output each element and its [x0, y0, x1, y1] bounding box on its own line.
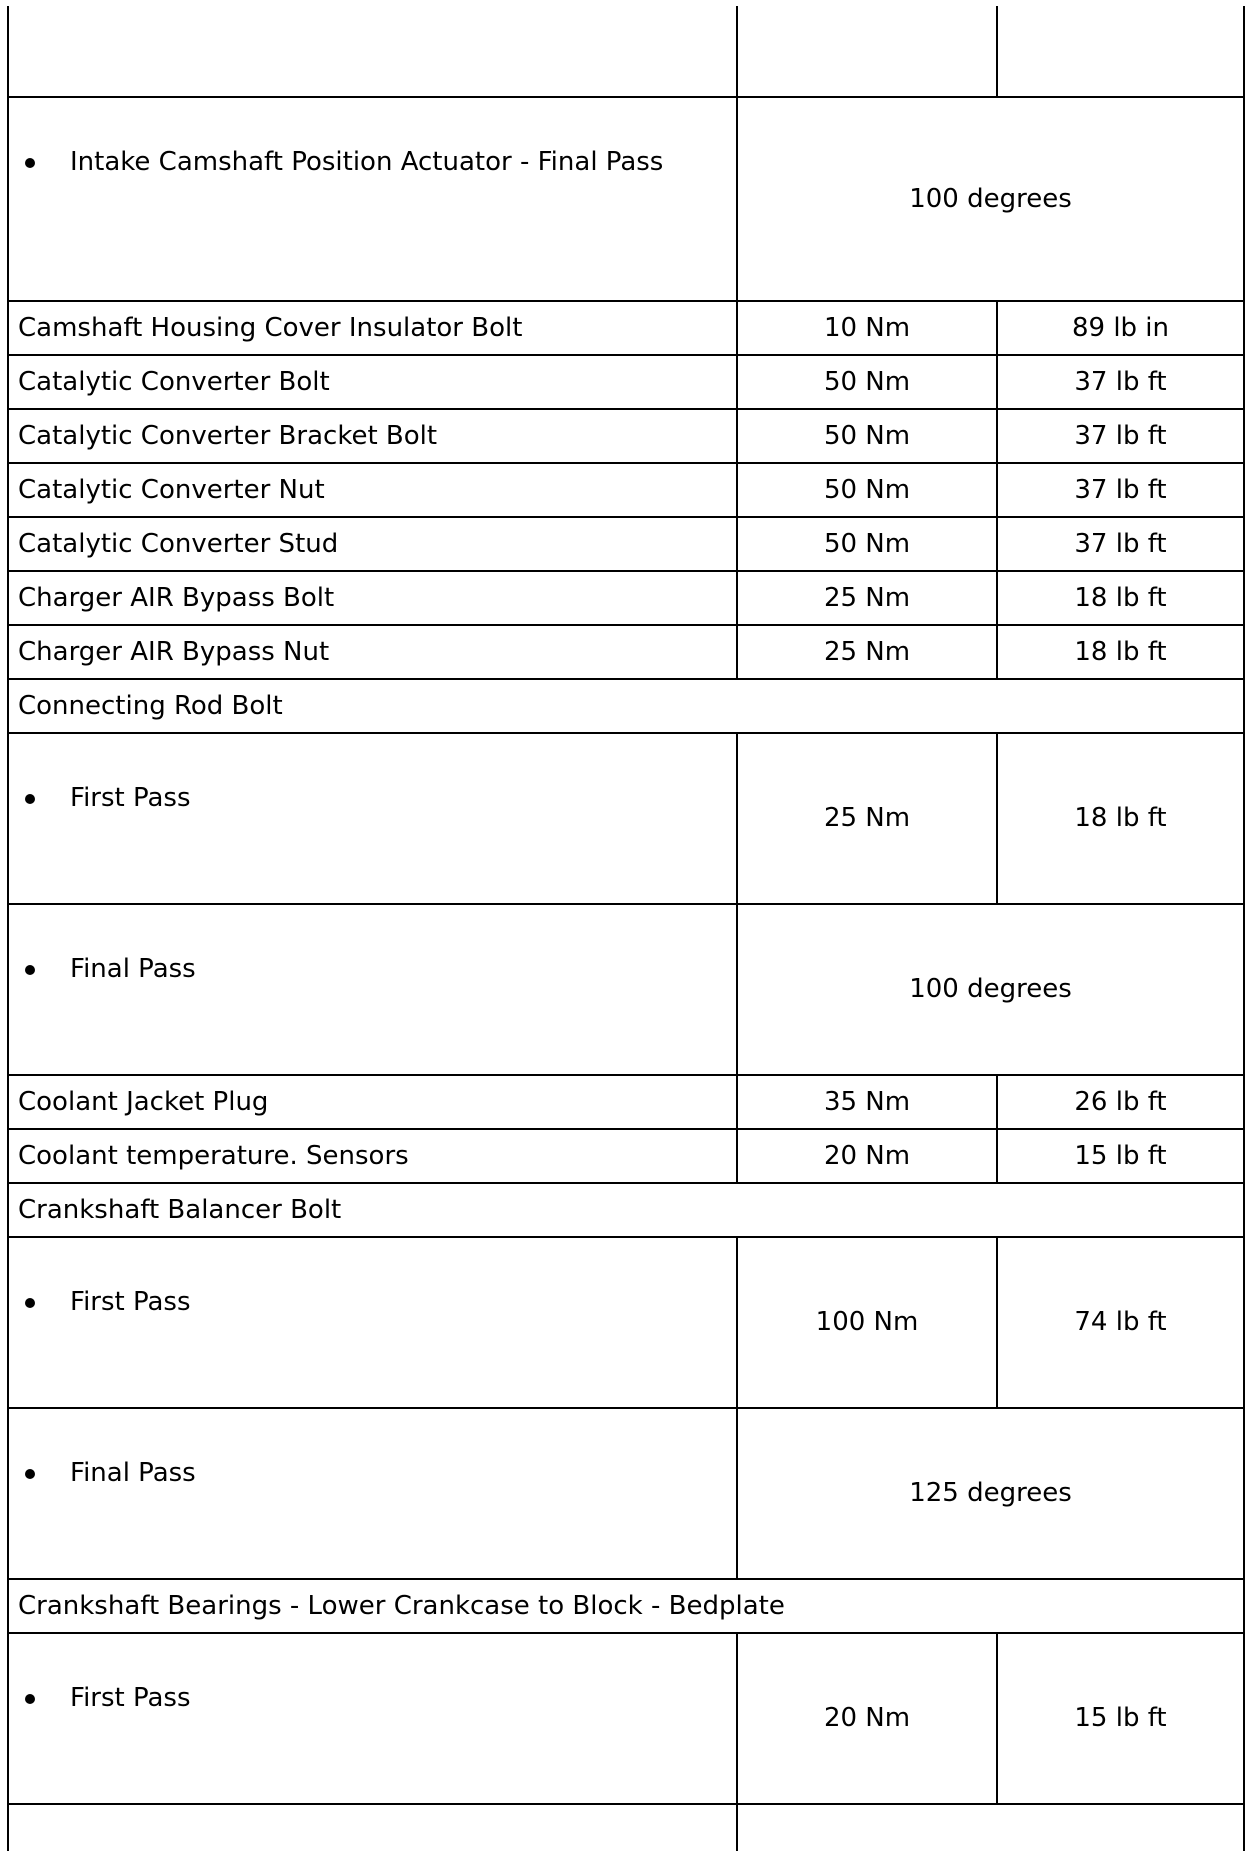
spec-label: Charger AIR Bypass Nut [8, 625, 737, 679]
bullet-icon [25, 1469, 35, 1479]
spec-label-cell [8, 904, 737, 1075]
spec-label: Charger AIR Bypass Bolt [8, 571, 737, 625]
spec-value: 100 degrees [737, 97, 1244, 301]
spec-label: Camshaft Housing Cover Insulator Bolt [8, 301, 737, 355]
table-row [8, 625, 1244, 679]
section-header: Crankshaft Bearings - Lower Crankcase to Block - Bedplate [8, 1579, 1244, 1633]
table-row [8, 1237, 1244, 1408]
spec-metric: 25 Nm [737, 733, 997, 904]
section-header: Connecting Rod Bolt [8, 679, 1244, 733]
spec-metric: 50 Nm [737, 463, 997, 517]
spec-metric: 20 Nm [737, 1633, 997, 1804]
spec-english: 37 lb ft [997, 409, 1244, 463]
bullet-icon [25, 1298, 35, 1308]
table-row [8, 517, 1244, 571]
spec-metric: 50 Nm [737, 355, 997, 409]
spec-metric: 10 Nm [737, 301, 997, 355]
empty-cell [737, 1804, 1244, 1851]
spec-label: First Pass [70, 783, 191, 813]
empty-cell [8, 1804, 737, 1851]
table-row [8, 301, 1244, 355]
spec-label-cell [8, 1408, 737, 1579]
spec-label: Catalytic Converter Stud [8, 517, 737, 571]
bullet-icon [25, 158, 35, 168]
table-row [8, 355, 1244, 409]
table-row [8, 409, 1244, 463]
spec-label-cell [8, 733, 737, 904]
spec-metric: 100 Nm [737, 1237, 997, 1408]
spec-english: 37 lb ft [997, 355, 1244, 409]
spec-label: Coolant Jacket Plug [8, 1075, 737, 1129]
table-row [8, 1408, 1244, 1579]
table-row [8, 97, 1244, 301]
spec-metric: 25 Nm [737, 625, 997, 679]
table-row-partial-top [8, 6, 1244, 97]
spec-english: 18 lb ft [997, 733, 1244, 904]
spec-metric: 25 Nm [737, 571, 997, 625]
spec-label: Catalytic Converter Bracket Bolt [8, 409, 737, 463]
spec-english: 18 lb ft [997, 571, 1244, 625]
spec-label: Catalytic Converter Bolt [8, 355, 737, 409]
table-row [8, 571, 1244, 625]
spec-metric: 50 Nm [737, 517, 997, 571]
spec-english: 15 lb ft [997, 1129, 1244, 1183]
spec-label: Coolant temperature. Sensors [8, 1129, 737, 1183]
spec-english: 26 lb ft [997, 1075, 1244, 1129]
spec-label: First Pass [70, 1683, 191, 1713]
spec-metric: 35 Nm [737, 1075, 997, 1129]
bullet-icon [25, 794, 35, 804]
bullet-icon [25, 965, 35, 975]
spec-label-cell [8, 1237, 737, 1408]
table-row-section-header [8, 1183, 1244, 1237]
spec-label: Final Pass [70, 1458, 196, 1488]
spec-metric: 50 Nm [737, 409, 997, 463]
spec-value: 125 degrees [737, 1408, 1244, 1579]
spec-english: 89 lb in [997, 301, 1244, 355]
table-row [8, 1075, 1244, 1129]
table-row [8, 1633, 1244, 1804]
spec-value: 100 degrees [737, 904, 1244, 1075]
table-row [8, 733, 1244, 904]
spec-label: Final Pass [70, 954, 196, 984]
spec-english: 15 lb ft [997, 1633, 1244, 1804]
torque-spec-table [7, 6, 1245, 1851]
section-header: Crankshaft Balancer Bolt [8, 1183, 1244, 1237]
spec-label-cell [8, 1633, 737, 1804]
table-row-partial-bottom [8, 1804, 1244, 1851]
spec-label: First Pass [70, 1287, 191, 1317]
table-row-section-header [8, 679, 1244, 733]
spec-english: 74 lb ft [997, 1237, 1244, 1408]
bullet-icon [25, 1694, 35, 1704]
spec-english: 37 lb ft [997, 463, 1244, 517]
spec-metric: 20 Nm [737, 1129, 997, 1183]
table-row [8, 463, 1244, 517]
table-row [8, 1129, 1244, 1183]
empty-cell [997, 6, 1244, 97]
empty-cell [737, 6, 997, 97]
empty-cell [8, 6, 737, 97]
spec-label: Catalytic Converter Nut [8, 463, 737, 517]
spec-english: 37 lb ft [997, 517, 1244, 571]
table-row [8, 904, 1244, 1075]
table-row-section-header [8, 1579, 1244, 1633]
spec-english: 18 lb ft [997, 625, 1244, 679]
spec-label: Intake Camshaft Position Actuator - Final Pass [70, 147, 664, 177]
spec-label-cell [8, 97, 737, 301]
